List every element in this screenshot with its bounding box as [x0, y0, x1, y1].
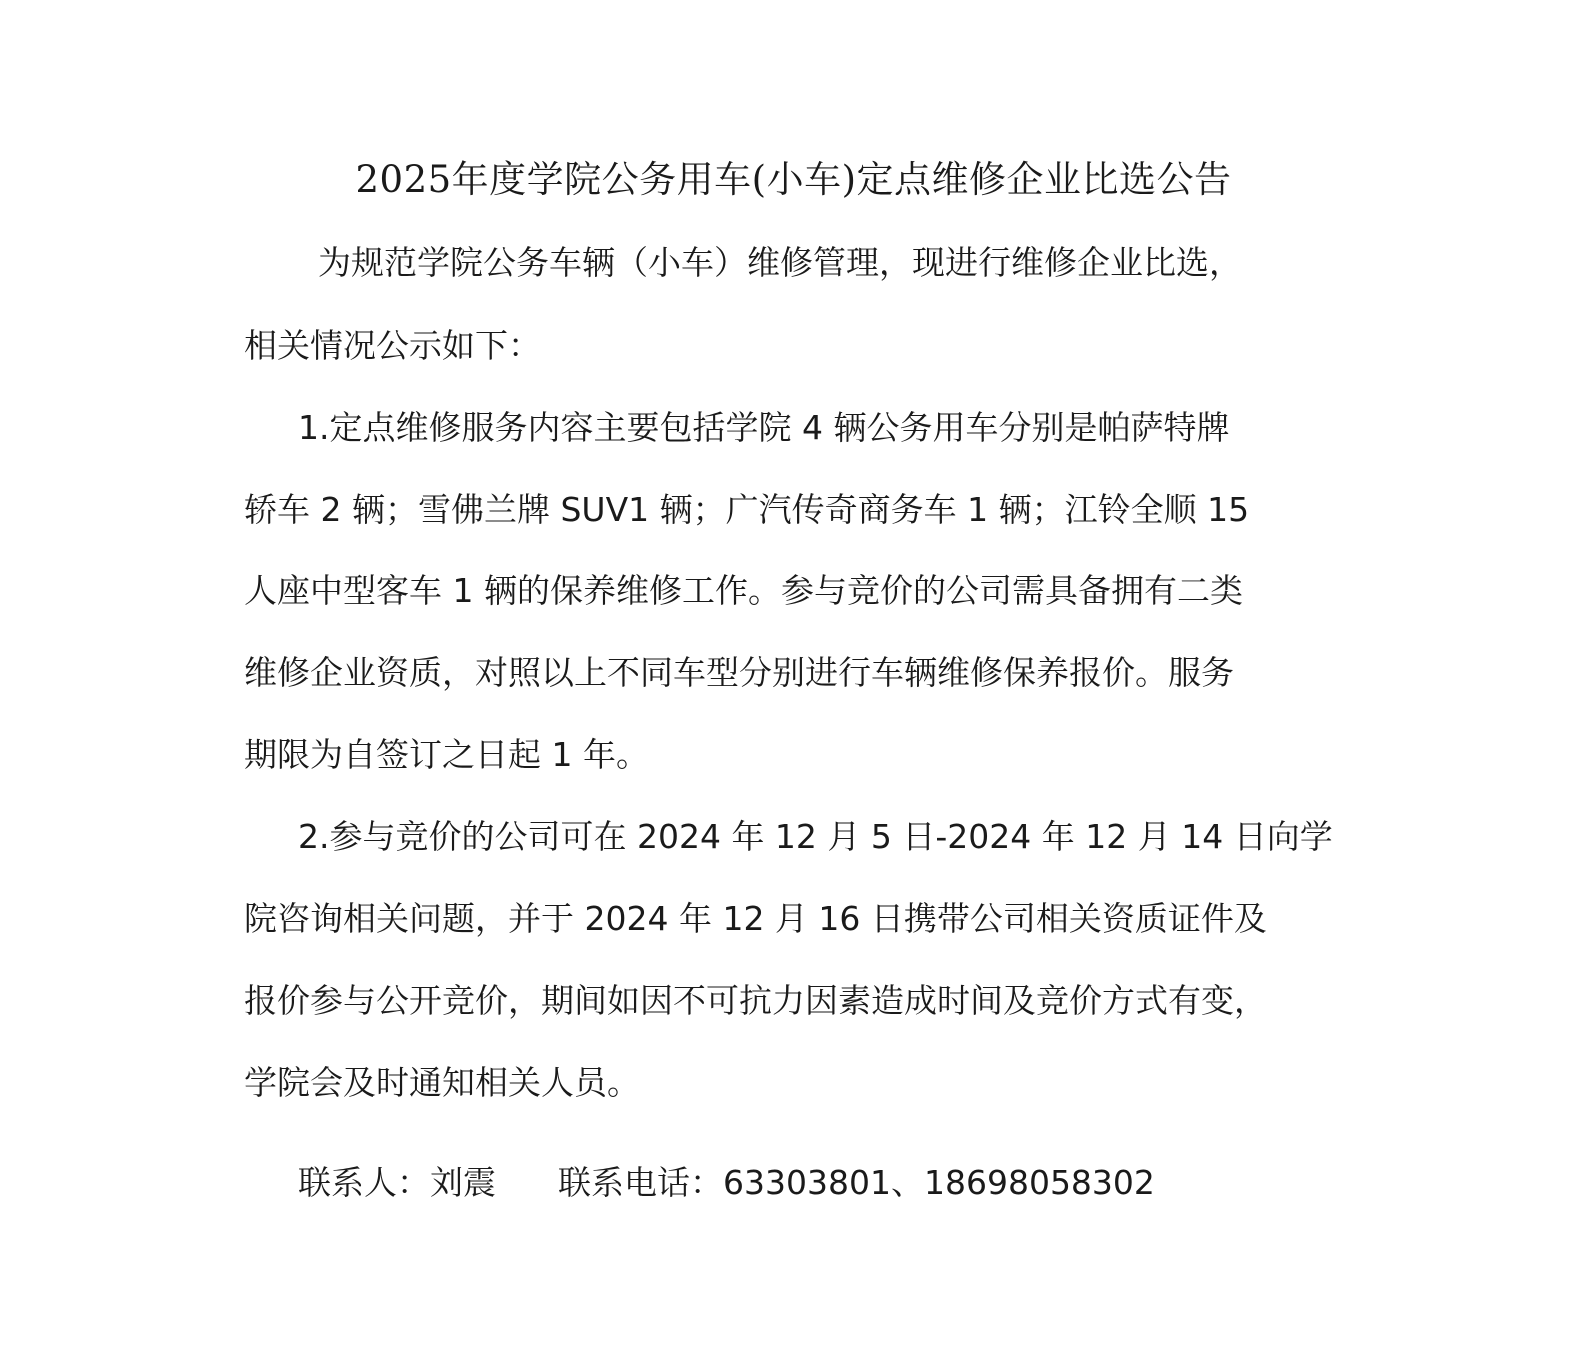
contact-person: 联系人：刘震	[298, 1163, 496, 1202]
section1-line-5: 期限为自签订之日起 1 年。	[244, 735, 649, 774]
section1-line-1: 1.定点维修服务内容主要包括学院 4 辆公务用车分别是帕萨特牌	[298, 408, 1230, 447]
intro-line-1: 为规范学院公务车辆（小车）维修管理，现进行维修企业比选，	[318, 243, 1242, 282]
section2-line-2: 院咨询相关问题，并于 2024 年 12 月 16 日携带公司相关资质证件及	[244, 899, 1267, 938]
contact-phone: 联系电话：63303801、18698058302	[558, 1163, 1155, 1202]
intro-line-2: 相关情况公示如下：	[244, 326, 541, 365]
section1-line-4: 维修企业资质，对照以上不同车型分别进行车辆维修保养报价。服务	[244, 653, 1234, 692]
section2-line-4: 学院会及时通知相关人员。	[244, 1063, 640, 1102]
section1-line-3: 人座中型客车 1 辆的保养维修工作。参与竞价的公司需具备拥有二类	[244, 571, 1243, 610]
section2-line-1: 2.参与竞价的公司可在 2024 年 12 月 5 日-2024 年 12 月 14 日向学	[298, 817, 1333, 856]
section2-line-3: 报价参与公开竞价，期间如因不可抗力因素造成时间及竞价方式有变，	[244, 981, 1267, 1020]
section1-line-2: 轿车 2 辆；雪佛兰牌 SUV1 辆；广汽传奇商务车 1 辆；江铃全顺 15	[244, 490, 1250, 529]
contact-line	[298, 1158, 1155, 1208]
document-title: 2025年度学院公务用车(小车)定点维修企业比选公告	[355, 158, 1232, 201]
